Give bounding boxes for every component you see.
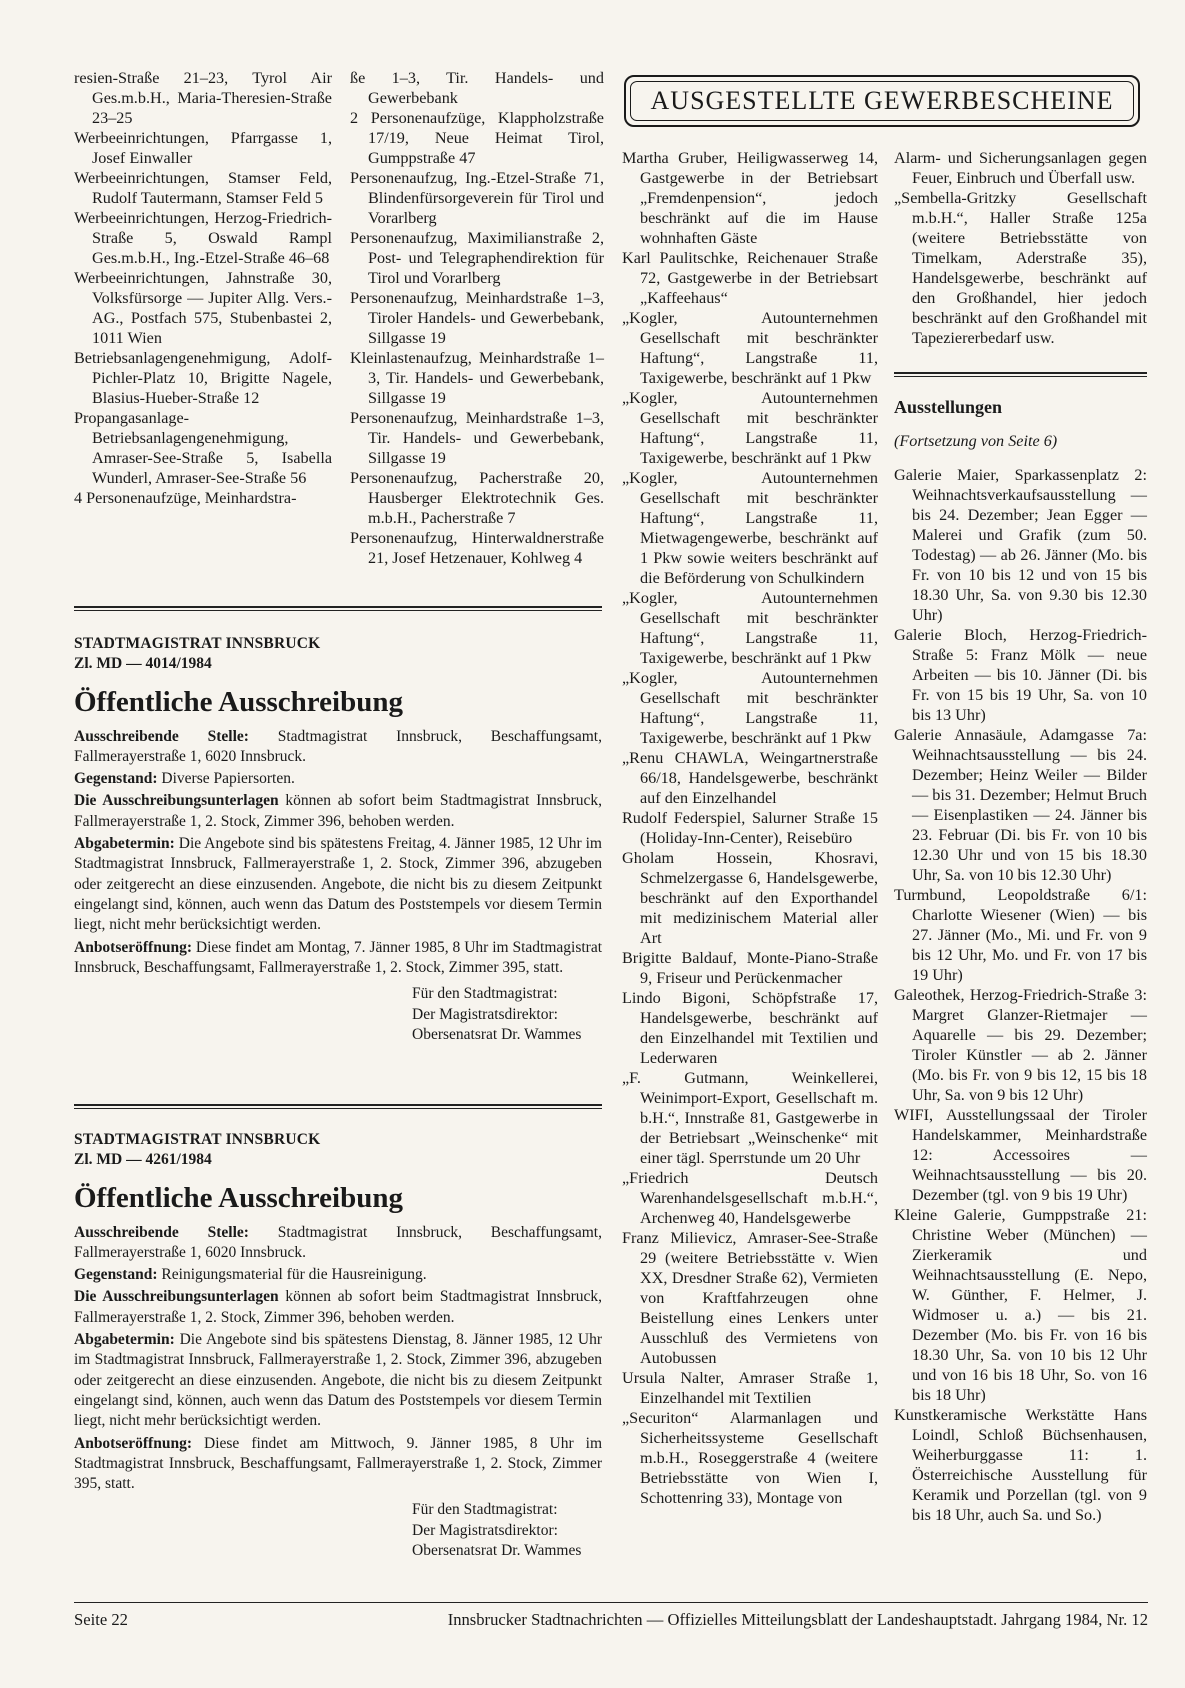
tender-magistrat: STADTMAGISTRAT INNSBRUCK	[74, 635, 321, 652]
tender-signature: Für den Stadtmagistrat: Der Magistratsdirektor: Obersenatsrat Dr. Wammes	[412, 985, 582, 1044]
tender-reference: Zl. MD — 4014/1984	[74, 655, 212, 673]
footer-rule	[74, 1602, 1148, 1603]
gewerbeschein-entry: „Securiton“ Alarmanlagen und Sicherheitssysteme Gesellschaft m.b.H., Roseggerstraße 4 (weitere Betriebsstätte von Wien I, Schottenring 33), Montage von	[622, 1409, 878, 1507]
gewerbeschein-entry: Karl Paulitschke, Reichenauer Straße 72, Gastgewerbe in der Betriebsart „Kaffeehaus“	[622, 249, 878, 307]
tender-title: Öffentliche Ausschreibung	[74, 685, 403, 718]
gewerbeschein-entry: „Kogler, Autounternehmen Gesellschaft mit beschränkter Haftung“, Langstraße 11, Taxigewerbe, beschränkt auf 1 Pkw	[622, 389, 878, 467]
permit-entry: Personenaufzug, Meinhardstraße 1–3, Tiroler Handels- und Gewerbebank, Sillgasse 19	[350, 289, 604, 347]
exhibition-entry: Galeothek, Herzog-Friedrich-Straße 3: Margret Glanzer-Rietmajer — Aquarelle — bis 29. Dezember; Tiroler Künstler — ab 2. Jänner (Mo. bis Fr. von 9 bis 12, 15 bis 18 Uhr, Sa. von 9 bis 12 Uhr)	[894, 986, 1147, 1104]
permit-entry: Propangasanlage-Betriebsanlagengenehmigung, Amraser-See-Straße 5, Isabella Wunderl, Amraser-See-Straße 56	[74, 409, 332, 487]
tender-title: Öffentliche Ausschreibung	[74, 1181, 403, 1214]
exhibition-entry: Turmbund, Leopoldstraße 6/1: Charlotte Wiesener (Wien) — bis 27. Jänner (Mo., Mi. und Fr. von 9 bis 12 Uhr, Mo. und Fr. von 17 bis 19 Uhr)	[894, 886, 1147, 984]
gewerbeschein-entry: „Friedrich Deutsch Warenhandelsgesellschaft m.b.H.“, Archenweg 40, Handelsgewerbe	[622, 1169, 878, 1227]
permit-entry: Werbeeinrichtungen, Stamser Feld, Rudolf Tautermann, Stamser Feld 5	[74, 169, 332, 207]
gewerbeschein-entry: „F. Gutmann, Weinkellerei, Weinimport-Export, Gesellschaft m. b.H.“, Innstraße 81, Gastgewerbe in der Betriebsart „Weinschenke“ mit einer tägl. Sperrstunde um 20 Uhr	[622, 1069, 878, 1167]
page-number: Seite 22	[74, 1610, 128, 1629]
permit-entry: Werbeeinrichtungen, Jahnstraße 30, Volksfürsorge — Jupiter Allg. Vers.-AG., Postfach 575, Stubenbastei 2, 1011 Wien	[74, 269, 332, 347]
tender-magistrat: STADTMAGISTRAT INNSBRUCK	[74, 1131, 321, 1148]
gewerbeschein-entry: Alarm- und Sicherungsanlagen gegen Feuer, Einbruch und Überfall usw.	[894, 149, 1147, 187]
ausstellungen-subtitle: (Fortsetzung von Seite 6)	[894, 432, 1058, 450]
permit-entry: 4 Personenaufzüge, Meinhardstra-	[74, 489, 297, 507]
gewerbeschein-entry: „Kogler, Autounternehmen Gesellschaft mit beschränkter Haftung“, Langstraße 11, Mietwagengewerbe, beschränkt auf 1 Pkw sowie weiters beschränkt auf die Beförderung von Schulkindern	[622, 469, 878, 587]
permit-entry: Betriebsanlagengenehmigung, Adolf-Pichler-Platz 10, Brigitte Nagele, Blasius-Hueber-Straße 12	[74, 349, 332, 407]
publication-line: Innsbrucker Stadtnachrichten — Offizielles Mitteilungsblatt der Landeshauptstadt. Jahrgang 1984, Nr. 12	[447, 1610, 1148, 1629]
gewerbescheine-title: AUSGESTELLTE GEWERBESCHEINE	[650, 86, 1114, 115]
tender-reference: Zl. MD — 4261/1984	[74, 1151, 212, 1169]
permit-entry: Kleinlastenaufzug, Meinhardstraße 1–3, Tir. Handels- und Gewerbebank, Sillgasse 19	[350, 349, 604, 407]
gewerbescheine-header-box	[624, 75, 1140, 127]
ausstellungen-title: Ausstellungen	[894, 397, 1003, 417]
tender-signature: Für den Stadtmagistrat: Der Magistratsdirektor: Obersenatsrat Dr. Wammes	[412, 1501, 582, 1560]
gewerbeschein-entry: „Kogler, Autounternehmen Gesellschaft mit beschränkter Haftung“, Langstraße 11, Taxigewerbe, beschränkt auf 1 Pkw	[622, 309, 878, 387]
permit-entry: ße 1–3, Tir. Handels- und Gewerbebank	[350, 69, 604, 107]
section-rule	[894, 372, 1147, 377]
exhibition-entry: WIFI, Ausstellungssaal der Tiroler Handelskammer, Meinhardstraße 12: Accessoires — Weihnachtsausstellung — bis 20. Dezember (tgl. von 9 bis 19 Uhr)	[894, 1106, 1147, 1204]
permit-list-column-1	[74, 68, 332, 508]
tender-eroeffnung: Anbotseröffnung: Diese findet am Mittwoch, 9. Jänner 1985, 8 Uhr im Stadtmagistrat Innsbruck, Beschaffungsamt, Fallmerayerstraße 1, 2. Stock, Zimmer 395, statt.	[74, 1434, 602, 1493]
gewerbeschein-entry: „Kogler, Autounternehmen Gesellschaft mit beschränkter Haftung“, Langstraße 11, Taxigewerbe, beschränkt auf 1 Pkw	[622, 589, 878, 667]
section-rule	[74, 1104, 602, 1109]
permit-entry: Personenaufzug, Meinhardstraße 1–3, Tir. Handels- und Gewerbebank, Sillgasse 19	[350, 409, 604, 467]
tender-unterlagen: Die Ausschreibungsunterlagen können ab sofort beim Stadtmagistrat Innsbruck, Fallmerayerstraße 1, 2. Stock, Zimmer 396, behoben werden.	[74, 792, 602, 830]
tender-notice-1	[74, 634, 602, 1046]
tender-stelle: Ausschreibende Stelle: Stadtmagistrat Innsbruck, Beschaffungsamt, Fallmerayerstraße 1, 6020 Innsbruck.	[74, 1223, 602, 1261]
gewerbeschein-entry: Lindo Bigoni, Schöpfstraße 17, Handelsgewerbe, beschränkt auf den Einzelhandel mit Textilien und Lederwaren	[622, 989, 878, 1067]
exhibition-entry: Galerie Annasäule, Adamgasse 7a: Weihnachtsausstellung — bis 24. Dezember; Heinz Weiler — Bilder — bis 31. Dezember; Helmut Bruch — Eisenplastiken — 24. Jänner bis 23. Februar (Di. bis Fr. von 10 bis 12.30 Uhr und von 15 bis 18.30 Uhr, Sa. von 10 bis 12.30 Uhr)	[894, 726, 1147, 884]
gewerbescheine-column-2	[894, 148, 1147, 1525]
tender-abgabetermin: Abgabetermin: Die Angebote sind bis spätestens Dienstag, 8. Jänner 1985, 12 Uhr im Stadtmagistrat Innsbruck, Fallmerayerstraße 1, 2. Stock, Zimmer 396, abzugeben oder zeitgerecht an diese einzusenden. Angebote, die nicht bis zu diesem Zeitpunkt eingelangt sind, können, auch wenn das Datum des Poststempels vor diesem Termin liegt, nicht mehr berücksichtigt werden.	[74, 1331, 602, 1430]
permit-entry: Werbeeinrichtungen, Pfarrgasse 1, Josef Einwaller	[74, 129, 332, 167]
section-rule	[74, 606, 602, 611]
gewerbeschein-entry: „Kogler, Autounternehmen Gesellschaft mit beschränkter Haftung“, Langstraße 11, Taxigewerbe, beschränkt auf 1 Pkw	[622, 669, 878, 747]
permit-entry: Werbeeinrichtungen, Herzog-Friedrich-Straße 5, Oswald Rampl Ges.m.b.H., Ing.-Etzel-Straße 46–68	[74, 209, 332, 267]
ausstellungen-list	[894, 465, 1147, 1525]
ausstellungen-section	[894, 397, 1147, 1525]
tender-unterlagen: Die Ausschreibungsunterlagen können ab sofort beim Stadtmagistrat Innsbruck, Fallmerayerstraße 1, 2. Stock, Zimmer 396, behoben werden.	[74, 1288, 602, 1326]
gewerbeschein-entry: Ursula Nalter, Amraser Straße 1, Einzelhandel mit Textilien	[622, 1369, 878, 1407]
tender-eroeffnung: Anbotseröffnung: Diese findet am Montag, 7. Jänner 1985, 8 Uhr im Stadtmagistrat Innsbruck, Beschaffungsamt, Fallmerayerstraße 1, 2. Stock, Zimmer 395, statt.	[74, 938, 602, 976]
gewerbeschein-entry: Gholam Hossein, Khosravi, Schmelzergasse 6, Handelsgewerbe, beschränkt auf den Exporthandel mit medizinischem Material aller Art	[622, 849, 878, 947]
gewerbeschein-entry: Franz Milievicz, Amraser-See-Straße 29 (weitere Betriebsstätte v. Wien XX, Dresdner Straße 62), Vermieten von Kraftfahrzeugen ohne Beistellung eines Lenkers unter Ausschluß des Vermietens von Autobussen	[622, 1229, 878, 1367]
permit-entry: 2 Personenaufzüge, Klappholzstraße 17/19, Neue Heimat Tirol, Gumppstraße 47	[350, 109, 604, 167]
page-footer	[74, 1610, 1148, 1630]
gewerbeschein-entry: Martha Gruber, Heiligwasserweg 14, Gastgewerbe in der Betriebsart „Fremdenpension“, jedoch beschränkt auf die im Hause wohnhaften Gäste	[622, 149, 878, 247]
permit-entry: Personenaufzug, Hinterwaldnerstraße 21, Josef Hetzenauer, Kohlweg 4	[350, 529, 604, 567]
permit-entry: Personenaufzug, Pacherstraße 20, Hausberger Elektrotechnik Ges. m.b.H., Pacherstraße 7	[350, 469, 604, 527]
tender-gegenstand: Gegenstand: Diverse Papiersorten.	[74, 770, 295, 788]
permit-entry: Personenaufzug, Ing.-Etzel-Straße 71, Blindenfürsorgeverein für Tirol und Vorarlberg	[350, 169, 604, 227]
tender-notice-2	[74, 1130, 602, 1562]
permit-entry: Personenaufzug, Maximilianstraße 2, Post- und Telegraphendirektion für Tirol und Vorarlberg	[350, 229, 604, 287]
exhibition-entry: Kunstkeramische Werkstätte Hans Loindl, Schloß Büchsenhausen, Weiherburggasse 11: 1. Österreichische Ausstellung für Keramik und Porzellan (tgl. von 9 bis 18 Uhr, auch Sa. und So.)	[894, 1406, 1147, 1524]
gewerbescheine-column-2-list	[894, 148, 1147, 348]
gewerbeschein-entry: Brigitte Baldauf, Monte-Piano-Straße 9, Friseur und Perückenmacher	[622, 949, 878, 987]
gewerbeschein-entry: Rudolf Federspiel, Salurner Straße 15 (Holiday-Inn-Center), Reisebüro	[622, 809, 878, 847]
tender-gegenstand: Gegenstand: Reinigungsmaterial für die Hausreinigung.	[74, 1266, 427, 1284]
exhibition-entry: Galerie Maier, Sparkassenplatz 2: Weihnachtsverkaufsausstellung — bis 24. Dezember; Jean Egger — Malerei und Grafik (zum 50. Todestag) — ab 26. Jänner (Mo. bis Fr. von 10 bis 12 und von 15 bis 18.30 Uhr, Sa. von 9.30 bis 12.30 Uhr)	[894, 466, 1147, 624]
gewerbeschein-entry: „Sembella-Gritzky Gesellschaft m.b.H.“, Haller Straße 125a (weitere Betriebsstätte von Timelkam, Aderstraße 35), Handelsgewerbe, beschränkt auf den Großhandel, hier jedoch beschränkt auf den Großhandel mit Tapeziererbedarf usw.	[894, 189, 1147, 347]
tender-stelle: Ausschreibende Stelle: Stadtmagistrat Innsbruck, Beschaffungsamt, Fallmerayerstraße 1, 6020 Innsbruck.	[74, 727, 602, 765]
permit-entry: resien-Straße 21–23, Tyrol Air Ges.m.b.H., Maria-Theresien-Straße 23–25	[74, 69, 332, 127]
permit-list-column-2	[350, 68, 604, 568]
exhibition-entry: Galerie Bloch, Herzog-Friedrich-Straße 5: Franz Mölk — neue Arbeiten — bis 10. Jänner (Di. bis Fr. von 15 bis 19 Uhr, Sa. von 10 bis 13 Uhr)	[894, 626, 1147, 724]
exhibition-entry: Kleine Galerie, Gumppstraße 21: Christine Weber (München) — Zierkeramik und Weihnachtsausstellung (E. Nepo, W. Günther, F. Helmer, J. Widmoser u. a.) — bis 21. Dezember (Mo. bis Fr. von 16 bis 18.30 Uhr, Sa. von 10 bis 12 Uhr und von 16 bis 18 Uhr, So. von 16 bis 18 Uhr)	[894, 1206, 1147, 1404]
tender-abgabetermin: Abgabetermin: Die Angebote sind bis spätestens Freitag, 4. Jänner 1985, 12 Uhr im Stadtmagistrat Innsbruck, Fallmerayerstraße 1, 2. Stock, Zimmer 396, abzugeben oder zeitgerecht an diese einzusenden. Angebote, die nicht bis zu diesem Zeitpunkt eingelangt sind, können, auch wenn das Datum des Poststempels vor diesem Termin liegt, nicht mehr berücksichtigt werden.	[74, 835, 602, 934]
gewerbescheine-column-1	[622, 148, 878, 1508]
gewerbeschein-entry: „Renu CHAWLA, Weingartnerstraße 66/18, Handelsgewerbe, beschränkt auf den Einzelhandel	[622, 749, 878, 807]
